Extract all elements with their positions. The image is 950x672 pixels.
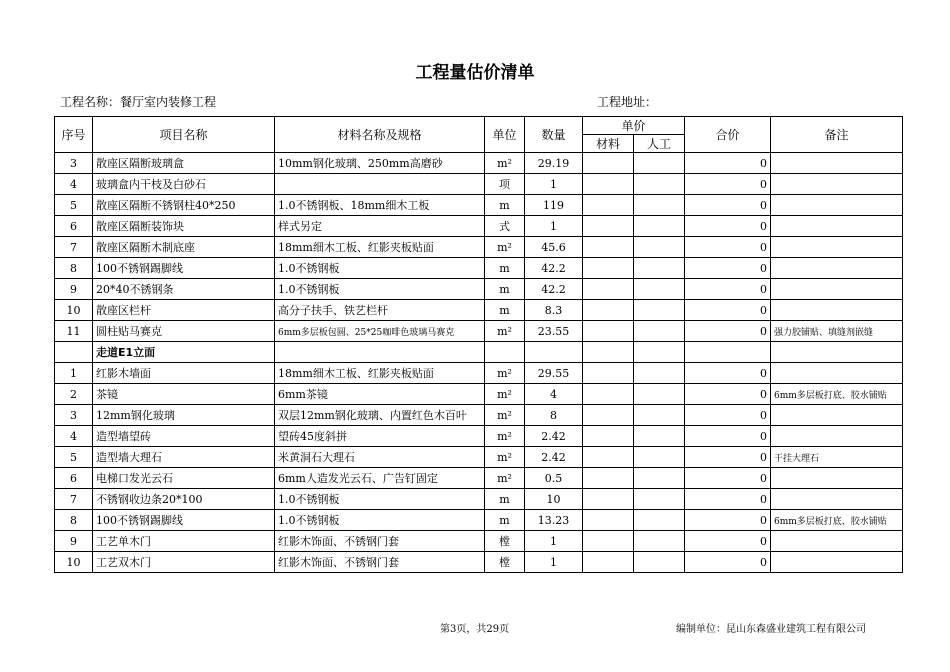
cell-item-name: 散座区隔断不锈钢柱40*250 (93, 195, 275, 216)
table-row (55, 510, 903, 531)
cell-item-name: 散座区隔断装饰块 (93, 216, 275, 237)
cell-qty: 2.42 (525, 426, 583, 447)
cell-qty: 119 (525, 195, 583, 216)
cell-unit: m² (485, 321, 525, 342)
cell-material (583, 342, 634, 363)
cell-qty: 8 (525, 405, 583, 426)
cell-unit: m (485, 510, 525, 531)
cell-material-price (583, 216, 634, 237)
cell-qty: 8.3 (525, 300, 583, 321)
cell-total: 0 (685, 384, 771, 405)
cell-item-name: 工艺单木门 (93, 531, 275, 552)
cell-item-name: 造型墙大理石 (93, 447, 275, 468)
cell-material-price (583, 405, 634, 426)
cell-item-name: 玻璃盒内干枝及白砂石 (93, 174, 275, 195)
project-address-label: 工程地址： (597, 95, 658, 109)
cell-seq: 11 (55, 321, 93, 342)
table-body (55, 153, 903, 573)
header-item: 项目名称 (93, 117, 275, 153)
section-row (55, 342, 903, 363)
cell-total: 0 (685, 279, 771, 300)
compiler-unit-label: 编制单位： (676, 624, 726, 635)
cell-material-price (583, 153, 634, 174)
cell-unit: m (485, 279, 525, 300)
table-row (55, 195, 903, 216)
cell-labor-price (634, 426, 685, 447)
cell-spec: 10mm钢化玻璃、250mm高磨砂 (275, 153, 485, 174)
cell-seq: 7 (55, 489, 93, 510)
cell-total: 0 (685, 552, 771, 573)
table-row (55, 405, 903, 426)
cell-note: 强力胶铺贴、填缝剂嵌缝 (771, 321, 903, 342)
cell-total: 0 (685, 489, 771, 510)
cell-labor-price (634, 174, 685, 195)
cell-qty: 42.2 (525, 258, 583, 279)
cell-spec (275, 174, 485, 195)
table-row (55, 552, 903, 573)
cell-total: 0 (685, 363, 771, 384)
cell-qty: 29.19 (525, 153, 583, 174)
table-row (55, 321, 903, 342)
cell-spec: 米黄洞石大理石 (275, 447, 485, 468)
cell-seq: 10 (55, 552, 93, 573)
cell-labor-price (634, 552, 685, 573)
cell-labor-price (634, 300, 685, 321)
table-row (55, 468, 903, 489)
cell-seq: 8 (55, 510, 93, 531)
cell-material-price (583, 195, 634, 216)
header-material-cost: 材料 (583, 135, 634, 153)
cell-note (771, 174, 903, 195)
cell-note (771, 216, 903, 237)
cell-seq: 5 (55, 195, 93, 216)
cell-labor-price (634, 384, 685, 405)
cell-unit: m² (485, 447, 525, 468)
project-name-line (60, 93, 216, 110)
cell-seq: 9 (55, 279, 93, 300)
cell-labor-price (634, 279, 685, 300)
cell-seq: 9 (55, 531, 93, 552)
cell-unit: 式 (485, 216, 525, 237)
cell-note (771, 531, 903, 552)
cell-total: 0 (685, 321, 771, 342)
table-row (55, 153, 903, 174)
cell-total: 0 (685, 258, 771, 279)
cell-total: 0 (685, 531, 771, 552)
cell-spec: 18mm细木工板、红影夹板贴面 (275, 363, 485, 384)
cell-spec: 红影木饰面、不锈钢门套 (275, 552, 485, 573)
cell-material-price (583, 321, 634, 342)
cell-total: 0 (685, 195, 771, 216)
cell-qty: 1 (525, 531, 583, 552)
project-address-line (597, 93, 657, 110)
cell-seq: 10 (55, 300, 93, 321)
cell-note (771, 552, 903, 573)
cell-unit: 樘 (485, 531, 525, 552)
table-row (55, 279, 903, 300)
cell-unit: 项 (485, 174, 525, 195)
cell-spec: 1.0不锈钢板、18mm细木工板 (275, 195, 485, 216)
cell-total: 0 (685, 426, 771, 447)
table-row (55, 426, 903, 447)
cell-total: 0 (685, 153, 771, 174)
cell-unit: m² (485, 405, 525, 426)
cell-spec: 6mm人造发光云石、广告钉固定 (275, 468, 485, 489)
header-qty: 数量 (525, 117, 583, 153)
cell-note (771, 342, 903, 363)
cell-qty: 0.5 (525, 468, 583, 489)
cell-item-name: 造型墙望砖 (93, 426, 275, 447)
cell-spec: 18mm细木工板、红影夹板贴面 (275, 237, 485, 258)
cell-labor-price (634, 195, 685, 216)
cell-spec: 1.0不锈钢板 (275, 279, 485, 300)
cell-material-price (583, 363, 634, 384)
cell-qty: 2.42 (525, 447, 583, 468)
cell-item-name: 工艺双木门 (93, 552, 275, 573)
project-name-value: 餐厅室内装修工程 (120, 95, 217, 109)
table-row (55, 174, 903, 195)
cell-unit: m (485, 300, 525, 321)
header-material-spec: 材料名称及规格 (275, 117, 485, 153)
cell-spec: 6mm多层板包圆、25*25咖啡色玻璃马赛克 (275, 321, 485, 342)
cell-unit: m (485, 489, 525, 510)
cell-total: 0 (685, 468, 771, 489)
cell-material-price (583, 300, 634, 321)
cell-unit: m (485, 195, 525, 216)
cell-seq: 4 (55, 426, 93, 447)
cell-unit: m (485, 258, 525, 279)
cell-seq: 2 (55, 384, 93, 405)
cell-spec: 1.0不锈钢板 (275, 510, 485, 531)
cell-material-price (583, 531, 634, 552)
header-labor: 人工 (634, 135, 685, 153)
cell-qty: 1 (525, 552, 583, 573)
cell-unit: m² (485, 363, 525, 384)
cell-material-price (583, 468, 634, 489)
cell-qty: 23.55 (525, 321, 583, 342)
cell-note (771, 258, 903, 279)
cell-labor-price (634, 489, 685, 510)
cell-seq: 3 (55, 405, 93, 426)
cell-seq: 1 (55, 363, 93, 384)
cell-note: 6mm多层板打底、胶水铺贴 (771, 384, 903, 405)
cell-total: 0 (685, 300, 771, 321)
project-name-label: 工程名称： (60, 95, 121, 109)
cell-unit: m² (485, 426, 525, 447)
cell-seq (55, 342, 93, 363)
cell-material-price (583, 426, 634, 447)
cell-labor (634, 342, 685, 363)
table-row (55, 258, 903, 279)
cell-note (771, 426, 903, 447)
estimate-table (54, 116, 903, 573)
cell-note (771, 237, 903, 258)
compiler-unit (676, 620, 866, 635)
cell-spec: 1.0不锈钢板 (275, 258, 485, 279)
table-row (55, 300, 903, 321)
cell-seq: 3 (55, 153, 93, 174)
page-number: 第3页，共29页 (440, 624, 510, 635)
cell-seq: 6 (55, 468, 93, 489)
cell-material-price (583, 237, 634, 258)
cell-qty (525, 342, 583, 363)
cell-note (771, 489, 903, 510)
cell-spec: 双层12mm钢化玻璃、内置红色木百叶 (275, 405, 485, 426)
cell-item-name: 散座区栏杆 (93, 300, 275, 321)
cell-qty: 42.2 (525, 279, 583, 300)
cell-labor-price (634, 531, 685, 552)
cell-total: 0 (685, 216, 771, 237)
cell-item-name: 12mm钢化玻璃 (93, 405, 275, 426)
header-unit: 单位 (485, 117, 525, 153)
cell-qty: 1 (525, 216, 583, 237)
section-title: 走道E1立面 (93, 342, 275, 363)
cell-item-name: 茶镜 (93, 384, 275, 405)
cell-item-name: 红影木墙面 (93, 363, 275, 384)
cell-note (771, 363, 903, 384)
cell-note: 干挂大理石 (771, 447, 903, 468)
cell-spec: 1.0不锈钢板 (275, 489, 485, 510)
cell-item-name: 电梯口发光云石 (93, 468, 275, 489)
page-title: 工程量估价清单 (415, 63, 535, 83)
table-row (55, 447, 903, 468)
cell-labor-price (634, 405, 685, 426)
table-row (55, 237, 903, 258)
cell-seq: 7 (55, 237, 93, 258)
cell-note (771, 405, 903, 426)
header-total: 合价 (685, 117, 771, 153)
table-row (55, 216, 903, 237)
cell-item-name: 散座区隔断木制底座 (93, 237, 275, 258)
cell-qty: 29.55 (525, 363, 583, 384)
cell-labor-price (634, 153, 685, 174)
table-row (55, 531, 903, 552)
cell-total: 0 (685, 447, 771, 468)
cell-labor-price (634, 510, 685, 531)
cell-item-name: 100不锈钢踢脚线 (93, 510, 275, 531)
cell-note (771, 300, 903, 321)
cell-seq: 4 (55, 174, 93, 195)
cell-total (685, 342, 771, 363)
cell-material-price (583, 489, 634, 510)
cell-unit: m² (485, 468, 525, 489)
cell-seq: 6 (55, 216, 93, 237)
cell-total: 0 (685, 405, 771, 426)
cell-material-price (583, 447, 634, 468)
cell-item-name: 散座区隔断玻璃盒 (93, 153, 275, 174)
cell-note (771, 195, 903, 216)
header-row (55, 117, 903, 135)
cell-spec: 望砖45度斜拼 (275, 426, 485, 447)
cell-labor-price (634, 237, 685, 258)
cell-unit: m² (485, 153, 525, 174)
cell-labor-price (634, 363, 685, 384)
compiler-unit-name: 昆山东森盛业建筑工程有限公司 (726, 624, 866, 635)
cell-material-price (583, 258, 634, 279)
cell-spec: 样式另定 (275, 216, 485, 237)
cell-item-name: 不锈钢收边条20*100 (93, 489, 275, 510)
cell-qty: 10 (525, 489, 583, 510)
cell-material-price (583, 510, 634, 531)
cell-note (771, 468, 903, 489)
cell-item-name: 100不锈钢踢脚线 (93, 258, 275, 279)
cell-item-name: 圆柱贴马赛克 (93, 321, 275, 342)
cell-qty: 4 (525, 384, 583, 405)
cell-total: 0 (685, 237, 771, 258)
cell-spec: 红影木饰面、不锈钢门套 (275, 531, 485, 552)
cell-qty: 13.23 (525, 510, 583, 531)
table-row (55, 363, 903, 384)
header-unit-price: 单价 (583, 117, 685, 135)
table-row (55, 489, 903, 510)
table-row (55, 384, 903, 405)
cell-labor-price (634, 468, 685, 489)
cell-qty: 1 (525, 174, 583, 195)
cell-seq: 5 (55, 447, 93, 468)
cell-qty: 45.6 (525, 237, 583, 258)
cell-unit: m² (485, 384, 525, 405)
cell-spec (275, 342, 485, 363)
cell-total: 0 (685, 510, 771, 531)
cell-labor-price (634, 216, 685, 237)
cell-material-price (583, 552, 634, 573)
cell-unit: m² (485, 237, 525, 258)
header-remarks: 备注 (771, 117, 903, 153)
cell-note (771, 279, 903, 300)
cell-material-price (583, 384, 634, 405)
cell-material-price (583, 174, 634, 195)
cell-total: 0 (685, 174, 771, 195)
cell-seq: 8 (55, 258, 93, 279)
cell-spec: 高分子扶手、铁艺栏杆 (275, 300, 485, 321)
cell-unit: 樘 (485, 552, 525, 573)
cell-item-name: 20*40不锈钢条 (93, 279, 275, 300)
cell-spec: 6mm茶镜 (275, 384, 485, 405)
cell-note: 6mm多层板打底、胶水铺贴 (771, 510, 903, 531)
cell-labor-price (634, 447, 685, 468)
header-seq: 序号 (55, 117, 93, 153)
cell-unit (485, 342, 525, 363)
cell-note (771, 153, 903, 174)
cell-material-price (583, 279, 634, 300)
cell-labor-price (634, 258, 685, 279)
cell-labor-price (634, 321, 685, 342)
